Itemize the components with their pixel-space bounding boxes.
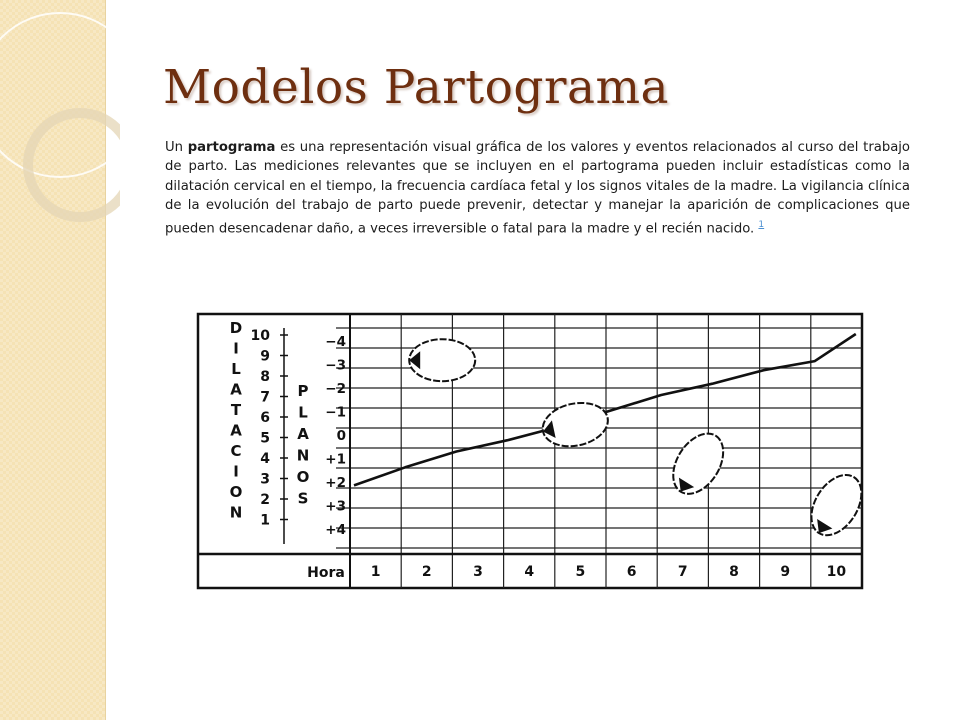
- planos-tick-label: +2: [325, 475, 346, 491]
- hour-tick-label: 1: [370, 564, 381, 580]
- dilatacion-letter: A: [230, 421, 242, 440]
- dilatacion-letter: O: [229, 483, 243, 501]
- decorative-circles: [0, 0, 120, 260]
- paragraph-lead: Un: [165, 140, 188, 155]
- dilatation-tick-label: 5: [260, 430, 270, 447]
- planos-tick-label: 0: [336, 428, 346, 444]
- slide-title: Modelos Partograma: [163, 60, 670, 115]
- planos-letter: N: [296, 446, 310, 465]
- dilatacion-letter: I: [233, 339, 239, 358]
- dilatation-tick-label: 2: [260, 492, 270, 508]
- hora-label: Hora: [307, 565, 345, 581]
- hour-tick-label: 7: [677, 564, 688, 580]
- planos-tick-label: −1: [325, 404, 346, 421]
- hour-tick-label: 2: [421, 564, 432, 580]
- hour-tick-label: 5: [575, 564, 586, 580]
- hour-tick-label: 4: [524, 564, 535, 580]
- dilatacion-letter: I: [233, 462, 239, 481]
- decorative-circle-large: [0, 13, 120, 177]
- dilatacion-letter: D: [229, 319, 243, 337]
- dilatacion-letter: L: [231, 360, 241, 378]
- hour-tick-label: 6: [626, 564, 637, 580]
- partograma-chart: [190, 300, 870, 600]
- hour-tick-label: 3: [473, 564, 483, 580]
- decorative-circle-ring: [28, 113, 120, 217]
- planos-tick-label: +4: [325, 522, 346, 538]
- hour-tick-label: 9: [780, 564, 791, 580]
- planos-tick-label: −3: [325, 357, 346, 374]
- planos-letter: O: [296, 468, 310, 486]
- decorative-side-panel: [0, 0, 106, 720]
- dilatacion-letter: N: [229, 503, 243, 522]
- intro-paragraph: [165, 138, 910, 238]
- dilatation-tick-label: 10: [250, 328, 270, 344]
- dilatacion-letter: T: [230, 401, 242, 419]
- dilatation-tick-label: 6: [260, 410, 270, 426]
- planos-letter: P: [297, 382, 309, 400]
- planos-tick-label: −4: [325, 334, 346, 350]
- dilatacion-letter: A: [230, 380, 242, 399]
- hour-tick-label: 10: [826, 564, 847, 580]
- dilatation-tick-label: 4: [260, 451, 270, 467]
- dilatacion-letter: C: [230, 442, 242, 460]
- dilatation-tick-label: 9: [260, 348, 270, 365]
- planos-letter: L: [298, 403, 308, 422]
- dilatation-tick-label: 7: [260, 389, 270, 406]
- dilatation-tick-label: 8: [260, 369, 270, 385]
- planos-letter: S: [297, 489, 309, 508]
- planos-tick-label: +3: [325, 498, 346, 515]
- dilatation-tick-label: 3: [260, 471, 270, 488]
- hour-tick-label: 8: [729, 564, 739, 580]
- fetal-head-marker: [409, 339, 475, 381]
- planos-tick-label: +1: [325, 451, 346, 468]
- paragraph-body: es una representación visual gráfica de los valores y eventos relacionados al curso del trabajo de parto. Las mediciones relevantes que se incluyen en el partograma pueden incluir estadísticas como la dilatación cervical en el tiempo, la frecuencia cardíaca fetal y los signos vitales de la madre. La vigilancia clínica de la evolución del trabajo de parto puede prevenir, detectar y manejar la aparición de complicaciones que pueden desencadenar daño, a veces irreversible o fatal para la madre y el recién nacido.: [165, 140, 911, 237]
- dilatation-tick-label: 1: [260, 512, 270, 529]
- planos-tick-label: −2: [325, 381, 346, 397]
- planos-letter: A: [297, 425, 309, 443]
- paragraph-term: partograma: [187, 140, 276, 155]
- footnote-link[interactable]: 1: [758, 219, 765, 230]
